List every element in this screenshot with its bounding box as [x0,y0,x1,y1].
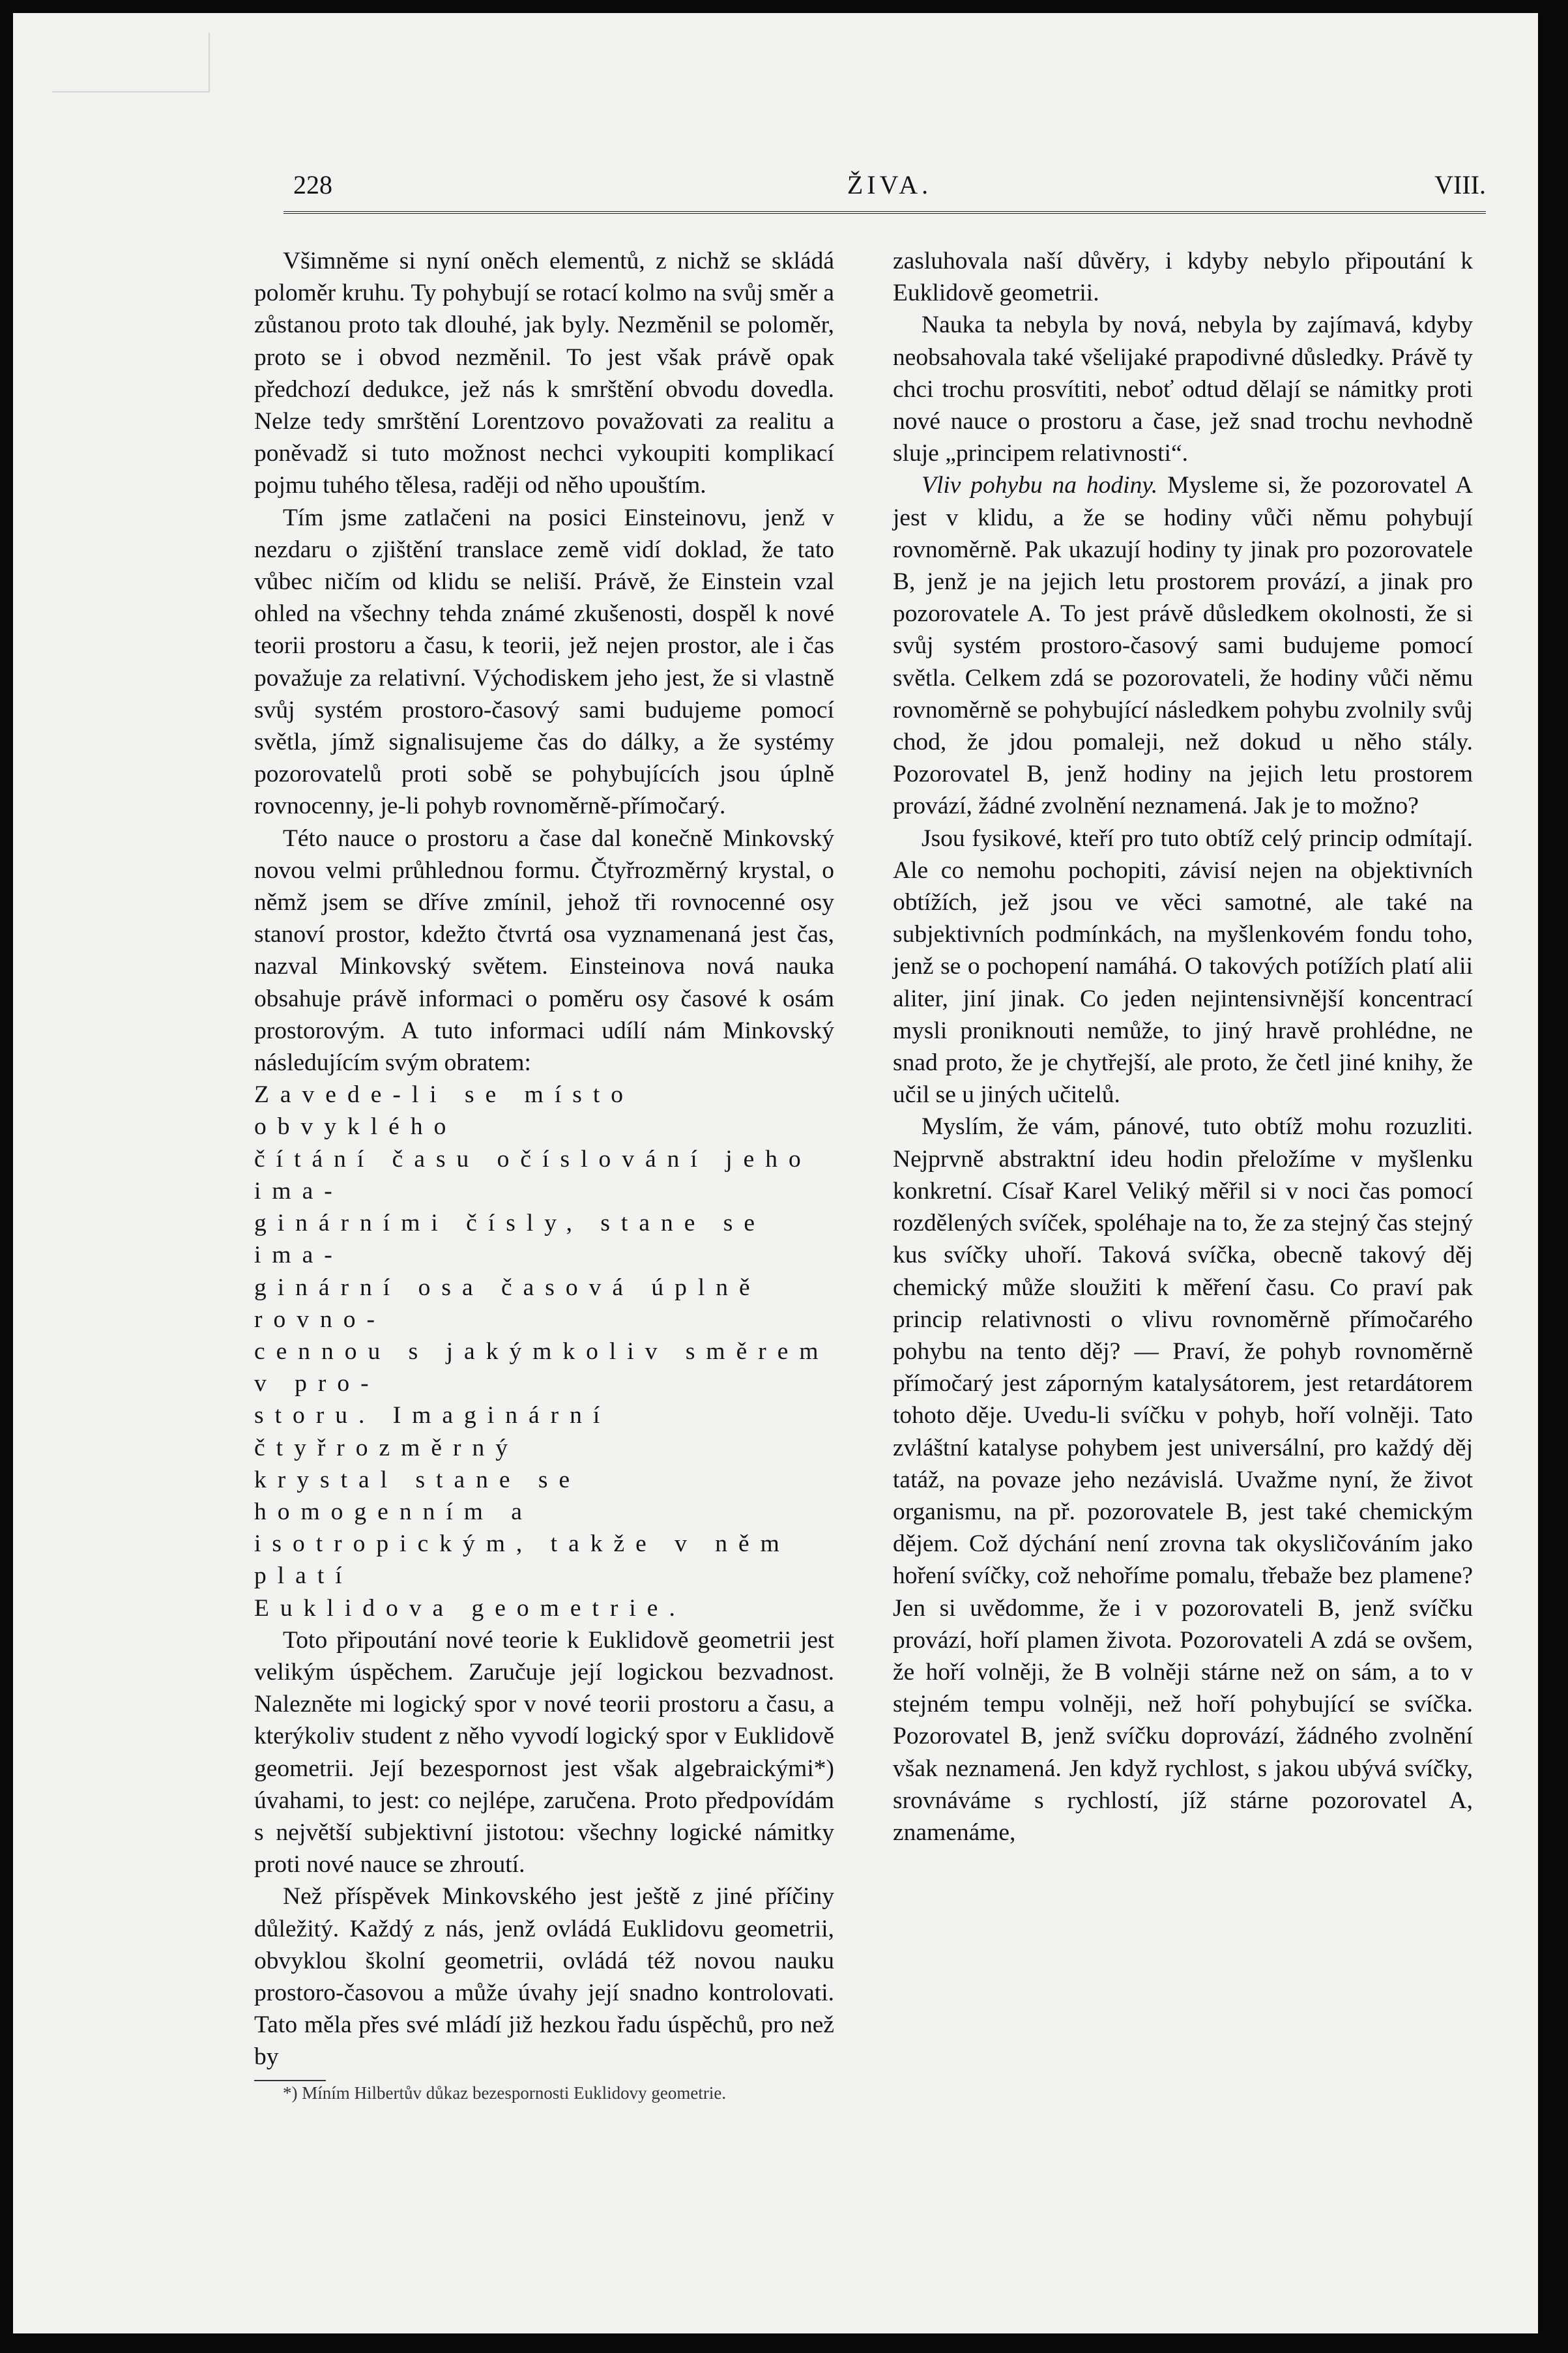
library-stamp-mark [52,33,210,93]
spaced-quote-line: ginární osa časová úplně rovno- [254,1274,761,1333]
scanned-page [13,13,1538,2333]
paragraph: Všimněme si nyní oněch elementů, z nichž se skládá poloměr kruhu. Ty pohybují se rotací kolmo na svůj směr a zůstanou proto tak dlouhé, jak byly. Nezměnil se poloměr, proto se i obvod nezměnil. To jest však právě opak předchozí dedukce, jež nás k smrštění obvodu dovedla. Nelze tedy smrštění Lorentzovo považovati za realitu a poněvadž si tuto možnost nechci vykoupiti komplikací pojmu tuhého tělesa, raději od něho upouštím. [254,248,834,499]
spaced-quote-line: cennou s jakýmkoliv směrem v pro- [254,1337,830,1397]
left-column [254,245,834,2105]
paragraph: Této nauce o prostoru a čase dal konečně Minkovský novou velmi průhlednou formu. Čtyřrozměrný krystal, o němž jsem se dříve zmínil, jehož tři rovnocenné osy stanoví prostor, kdežto čtvrtá osa vyznamenaná jest čas, nazval Minkovský světem. Einsteinova nová nauka obsahuje právě informaci o poměru osy časové k osám prostorovým. A tuto informaci udílí nám Minkovský následujícím svým obratem: [254,825,834,1077]
paragraph: Myslím, že vám, pánové, tuto obtíž mohu rozuzliti. Nejprvně abstraktní ideu hodin přeložíme v myšlenku konkretní. Císař Karel Veliký měřil si v noci čas pomocí rozdělených svíček, spoléhaje na to, že za stejný čas stejný kus svíčky uhoří. Taková svíčka, obecně takový děj chemický může sloužiti k měření času. Co praví pak princip relativnosti o vlivu rovnoměrně přímočarého pohybu na tento děj? — Praví, že pohyb rovnoměrně přímočarý jest záporným katalysátorem, jest retardátorem tohoto děje. Uvedu-li svíčku v pohyb, hoří volněji. Tato zvláštní katalyse pohybem jest universální, pro každý děj tatáž, na povaze jeho nezávislá. Uvažme nyní, že život organismu, na př. pozorovatele B, jest také chemickým dějem. Což dýchání není zrovna tak okysličováním jako hoření svíčky, což nehoříme pomalu, třebaže bez plamene? Jen si uvědomme, že i v pozorovateli B, jenž svíčku provází, hoří plamen života. Pozorovateli A zdá se ovšem, že hoří volněji, že B volněji stárne než on sám, a to v stejném tempu volněji, než hoří pohybující se svíčka. Pozorovatel B, jenž svíčku doprovází, žádného zvolnění však neznamená. Jen když rychlost, s jakou ubývá svíčky, srovnáváme s rychlostí, jíž stárne pozorovatel A, znamenáme, [893,1113,1473,1846]
paragraph-text: Mysleme si, že pozorovatel A jest v klidu, a že se hodiny vůči němu pohybují rovnoměrně. Pak ukazují hodiny ty jinak pro pozorovatele B, jenž je na jejich letu prostorem provází, a jinak pro pozorovatele A. To jest právě důsledkem okolnosti, že si svůj systém prostoro-časový sami budujeme pomocí světla. Celkem zdá se pozorovateli, že hodiny vůči němu rovnoměrně se pohybující následkem pohybu zvolnily svůj chod, že jdou pomaleji, než dokud u něho stály. Pozorovatel B, jenž hodiny na jejich letu prostorem provází, žádné zvolnění neznamená. Jak je to možno? [893,472,1473,820]
spaced-quote-line: Zavede-li se místo obvyklého [254,1081,635,1141]
paragraph: Nauka ta nebyla by nová, nebyla by zajímavá, kdyby neobsahovala také všelijaké prapodivné důsledky. Právě ty chci trochu prosvítiti, neboť odtud dělají se námitky proti nové nauce o prostoru a čase, jež snad trochu nevhodně sluje „principem relativnosti“. [893,312,1473,467]
spaced-quote-line: krystal stane se homogenním a [254,1466,581,1525]
paragraph: Jsou fysikové, kteří pro tuto obtíž celý princip odmítají. Ale co nemohu pochopiti, závisí nejen na objektivních obtížích, jež jsou ve věci samotné, ale také na subjektivních podmínkách, na myšlenkovém fondu toho, jenž se o pochopení namáhá. O takových potížích platí alii aliter, jiní jinak. Co jeden nejintensivnější koncentrací mysli proniknouti nemůže, to jiný hravě prohlédne, ne snad proto, že je chytřejší, ale proto, že četl jiné knihy, že učil se u jiných učitelů. [893,825,1473,1109]
footnote: *) Míním Hilbertův důkaz bezespornosti Euklidovy geometrie. [283,2083,727,2103]
spaced-quote-line: čítání času očíslování jeho ima- [254,1145,812,1205]
section-heading: Vliv pohybu na hodiny. [922,472,1158,499]
page-number: 228 [293,170,332,199]
right-column [893,245,1473,1849]
running-header [293,169,1486,211]
journal-title: ŽIVA. [847,170,933,199]
spaced-quote-line: storu. Imaginární čtyřrozměrný [254,1402,611,1461]
paragraph: Než příspěvek Minkovského jest ještě z jiné příčiny důležitý. Každý z nás, jenž ovládá Euklidovu geometrii, obvyklou školní geometrii, ovládá též novou nauku prostoro-časovou a může úvahy její snadno kontrolovati. Tato měla přes své mládí již hezkou řadu úspěchů, pro než by [254,1883,834,2071]
paragraph: Toto připoutání nové teorie k Euklidově geometrii jest velikým úspěchem. Zaručuje její logickou bezvadnost. Nalezněte mi logický spor v nové teorii prostoru a času, a kterýkoliv student z něho vyvodí logický spor v Euklidově geometrii. Její bezespornost jest však algebraickými*) úvahami, to jest: co nejlépe, zaručena. Proto předpovídám s největší subjektivní jistotou: všechny logické námitky proti nové nauce se zhroutí. [254,1626,834,1878]
header-rule [283,211,1486,214]
volume-number: VIII. [1434,170,1486,199]
paragraph: zasluhovala naší důvěry, i kdyby nebylo připoutání k Euklidově geometrii. [893,248,1473,307]
spaced-quote-line: isotropickým, takže v něm platí [254,1530,791,1590]
paragraph: Tím jsme zatlačeni na posici Einsteinovu, jenž v nezdaru o zjištění translace země vidí doklad, že tato vůbec ničím od klidu se neliší. Právě, že Einstein vzal ohled na všechny tehda známé zkušenosti, dospěl k nové teorii prostoru a času, k teorii, jež nejen prostor, ale i čas považuje za relativní. Východiskem jeho jest, že si vlastně svůj systém prostoro-časový sami budujeme pomocí světla, jímž signalisujeme čas do dálky, a že systémy pozorovatelů proti sobě se pohybujících jsou úplně rovnocenny, je-li pohyb rovnoměrně-přímočarý. [254,504,834,820]
spaced-quote-line: ginárními čísly, stane se ima- [254,1210,766,1269]
spaced-quote-line: Euklidova geometrie. [254,1594,686,1622]
paragraph [893,469,1473,822]
